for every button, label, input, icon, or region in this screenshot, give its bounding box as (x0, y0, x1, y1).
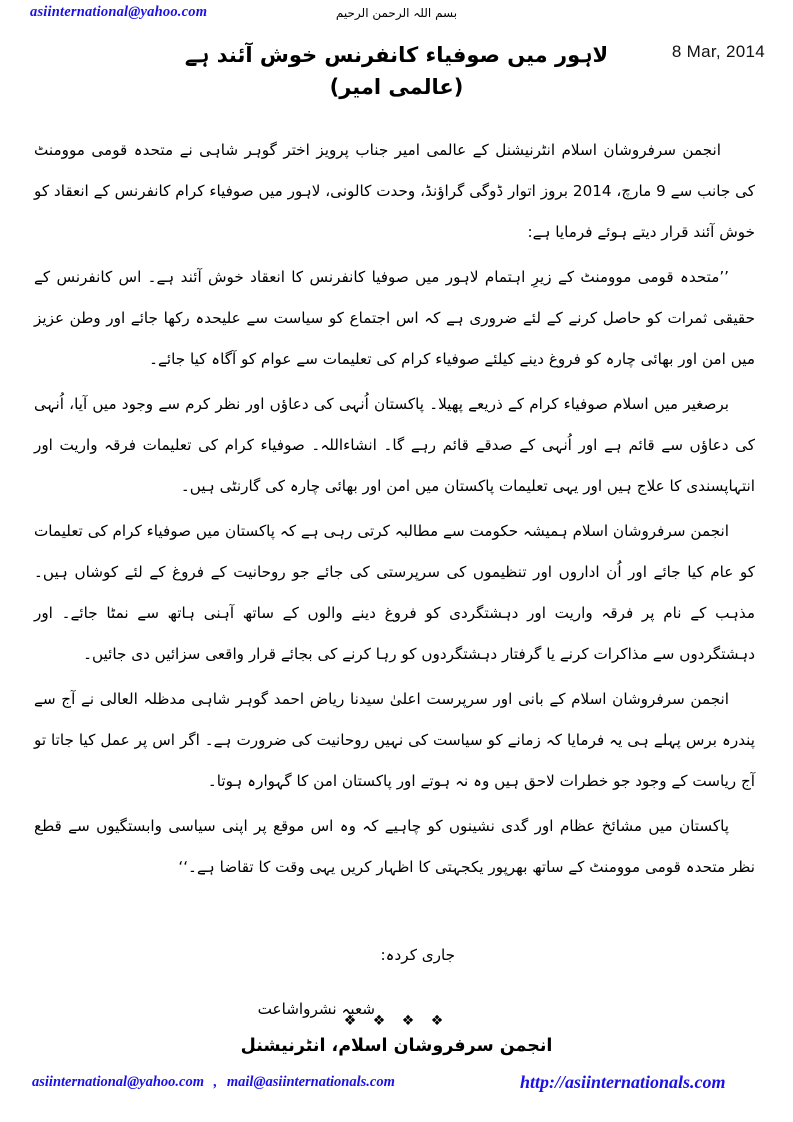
issued-by-label: جاری کردہ: (380, 946, 455, 964)
issuing-department: شعبہ نشرواشاعت (257, 1000, 375, 1018)
paragraph-intro: انجمن سرفروشان اسلام انٹرنیشنل کے عالمی امیر جناب پرویز اختر گوہر شاہی نے متحدہ قومی موومنٹ کی جانب سے 9 مارچ، 2014 بروز اتوار ڈوگی گراؤنڈ، وحدت کالونی، لاہور میں صوفیاء کرام کانفرنس کے انعقاد کو خوش آئند قرار دیتے ہوئے فرمایا ہے: (34, 141, 756, 241)
paragraph-quote-3: انجمن سرفروشان اسلام ہمیشہ حکومت سے مطالبہ کرتی رہی ہے کہ پاکستان میں صوفیاء کرام کی تعلیمات کو عام کیا جائے اور اُن اداروں اور تنظیموں کی سرپرستی کی جائے جو روحانیت کے فروغ کے لئے کوشاں ہیں۔ مذہب کے نام پر فرقہ واریت اور دہشتگردی کو فروغ دینے والوں کے ساتھ آہنی ہاتھ سے نمٹا جائے۔ اور دہشتگردوں سے مذاکرات کرنے یا گرفتار دہشتگردوں کو رہا کرنے کی بجائے قرار واقعی سزائیں دی جائیں۔ (34, 522, 755, 663)
document-date: 8 Mar, 2014 (671, 42, 765, 61)
organization-name: انجمن سرفروشان اسلام، انٹرنیشنل (240, 1036, 553, 1056)
footer-contacts (0, 1072, 793, 1104)
footer-email-group (32, 1074, 395, 1091)
paragraph-quote-2: برصغیر میں اسلام صوفیاء کرام کے ذریعے پھیلا۔ پاکستان اُنہی کی دعاؤں اور نظر کرم سے وجود میں آیا، اُنہی کی دعاؤں سے قائم ہے اور اُنہی کے صدقے قائم رہے گا۔ انشاءاللہ۔ صوفیاء کرام کی تعلیمات فرقہ واریت اور انتہاپسندی کا علاج ہیں اور یہی تعلیمات پاکستان میں امن اور بھائی چارہ کی گارنٹی ہیں۔ (34, 395, 755, 495)
footer-email-2[interactable]: mail@asiinternationals.com (226, 1074, 395, 1090)
paragraph-quote-1: ’’متحدہ قومی موومنٹ کے زیرِ اہتمام لاہور میں صوفیا کانفرنس کا انعقاد خوش آئند ہے۔ اس کانفرنس کے حقیقی ثمرات کو حاصل کرنے کے لئے ضروری ہے کہ اس اجتماع کو سیاست سے علیحدہ رکھا جائے اور وطن عزیز میں امن اور بھائی چارہ کو فروغ دینے کیلئے صوفیاء کرام کی تعلیمات سے عوام کو آگاہ کیا جائے۔ (34, 268, 755, 368)
document-body (0, 130, 793, 888)
bismillah-text: بسم اللہ الرحمن الرحیم (335, 6, 458, 20)
paragraph-quote-4: انجمن سرفروشان اسلام کے بانی اور سرپرست اعلیٰ سیدنا ریاض احمد گوہر شاہی مدظلہ العالی نے آج سے پندرہ برس پہلے ہی یہ فرمایا کہ زمانے کو سیاست کی نہیں روحانیت کی ضرورت ہے۔ اگر اس پر عمل کیا جاتا تو آج ریاست کے وجود جو خطرات لاحق ہیں وہ نہ ہوتے اور پاکستان امن کا گہوارہ ہوتا۔ (34, 690, 755, 790)
header-email-link[interactable]: asiinternational@yahoo.com (30, 4, 208, 20)
footer-email-separator: , (213, 1074, 218, 1090)
footer-email-1[interactable]: asiinternational@yahoo.com (32, 1074, 204, 1090)
diamond-divider-icon: ❖ ❖ ❖ ❖ (343, 1013, 450, 1029)
paragraph-quote-5: پاکستان میں مشائخ عظام اور گدی نشینوں کو چاہیے کہ وہ اس موقع پر اپنی سیاسی وابستگیوں سے قطع نظر متحدہ قومی موومنٹ کے ساتھ بھرپور یکجہتی کا اظہار کریں یہی وقت کا تقاضا ہے۔‘‘ (34, 817, 755, 876)
footer-website-link[interactable]: http://asiinternationals.com (520, 1072, 726, 1092)
page-title: لاہور میں صوفیاء کانفرنس خوش آئند ہے (عالمی امیر) (184, 43, 609, 99)
document-header (0, 4, 793, 30)
